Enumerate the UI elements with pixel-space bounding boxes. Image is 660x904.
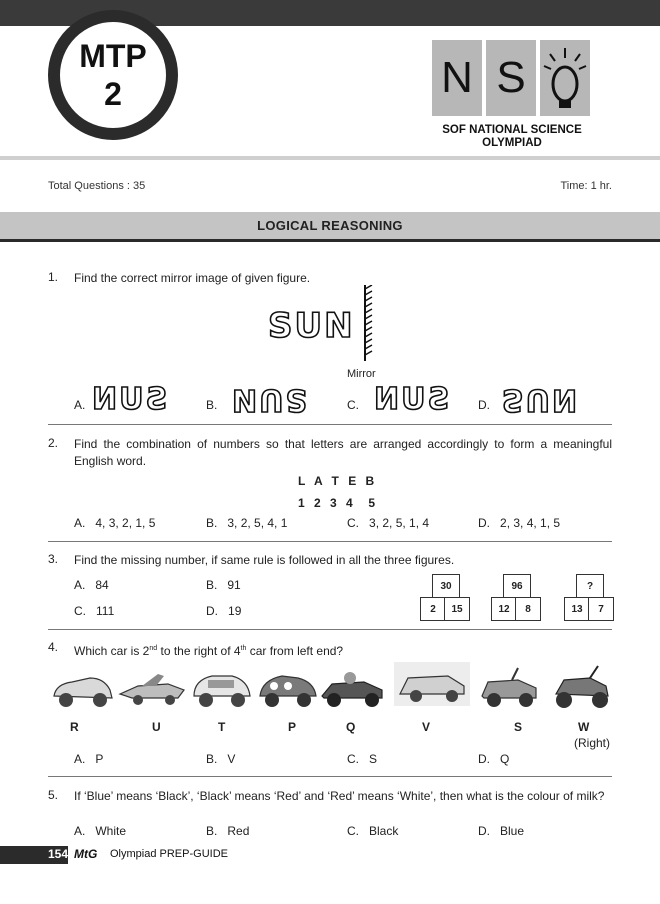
q1-option-a-label: A. (74, 398, 86, 412)
q4-option-b-text: V (227, 752, 236, 766)
guide-title: Olympiad PREP-GUIDE (110, 848, 228, 860)
q4-number: 4. (48, 640, 59, 654)
logo-line-2: OLYMPIAD (482, 137, 542, 149)
q5-option-c-label: C. (347, 824, 359, 838)
q5-option-d-text: Blue (500, 824, 525, 838)
q5-option-a-text: White (95, 824, 127, 838)
q2-text: Find the combination of numbers so that letters are arranged accordingly to form a meaningful English word. (74, 437, 612, 468)
q3-option-c-label: C. (74, 604, 86, 618)
q3-number: 3. (48, 552, 59, 566)
q1-option-b-label: B. (206, 398, 218, 412)
q2-option-a[interactable] (74, 516, 155, 530)
q5-option-b-text: Red (227, 824, 250, 838)
q4-option-a-label: A. (74, 752, 86, 766)
q2-option-d-text: 2, 3, 4, 1, 5 (500, 516, 561, 530)
q3-fig2-top: 96 (503, 574, 531, 598)
q4-option-d-text: Q (500, 752, 510, 766)
car-w-icon (556, 666, 608, 708)
mtp-number: 2 (104, 76, 122, 112)
q4-option-a-text: P (95, 752, 104, 766)
section-title: LOGICAL REASONING (0, 212, 660, 242)
q3-fig3-right: 7 (588, 597, 614, 621)
q3-option-d-label: D. (206, 604, 218, 618)
car-u-icon (120, 674, 184, 705)
time-limit: Time: 1 hr. (560, 180, 612, 192)
q4-text-pre: Which car is 2 (74, 644, 150, 658)
q1-option-d-label: D. (478, 398, 490, 412)
q5-option-b-label: B. (206, 824, 218, 838)
q3-text: Find the missing number, if same rule is followed in all the three figures. (74, 553, 455, 567)
q4-option-d-label: D. (478, 752, 490, 766)
q1-number: 1. (48, 270, 59, 284)
q5-option-a-label: A. (74, 824, 86, 838)
car-v-icon (394, 662, 470, 706)
q5-option-c[interactable] (347, 824, 398, 838)
q5-text: If ‘Blue’ means ‘Black’, ‘Black’ means ‘Red’ and ‘Red’ means ‘White’, then what is the colour of milk? (74, 789, 605, 803)
q3-fig3-left: 13 (564, 597, 590, 621)
car-label-q: Q (346, 720, 356, 734)
q3-option-c-text: 111 (96, 604, 115, 618)
car-label-t: T (218, 720, 226, 734)
right-note: (Right) (574, 736, 611, 750)
q2-option-a-text: 4, 3, 2, 1, 5 (95, 516, 156, 530)
q5-option-a[interactable] (74, 824, 126, 838)
q4-sup-2: th (240, 645, 247, 652)
divider (48, 541, 612, 542)
brand-logo: MtG (74, 847, 98, 861)
q4-option-a[interactable] (74, 752, 103, 766)
q4-option-b[interactable] (206, 752, 235, 766)
bulb-icon (540, 40, 590, 116)
q4-text-mid: to the right of 4 (157, 644, 241, 658)
logo-letter-o (540, 40, 590, 116)
q1-option-d-figure[interactable] (502, 382, 579, 417)
q3-fig1-top: 30 (432, 574, 460, 598)
logo-letter-n: N (432, 40, 482, 116)
q5-option-c-text: Black (369, 824, 399, 838)
q2-option-d-label: D. (478, 516, 490, 530)
total-questions: Total Questions : 35 (48, 180, 146, 192)
q4-option-c-label: C. (347, 752, 359, 766)
q2-option-b-label: B. (206, 516, 218, 530)
q2-option-b[interactable] (206, 516, 287, 530)
cars-row (48, 662, 616, 714)
car-label-s: S (514, 720, 523, 734)
q2-option-c-label: C. (347, 516, 359, 530)
car-label-u: U (152, 720, 161, 734)
q1-option-a-figure[interactable] (90, 382, 167, 417)
q4-option-c[interactable] (347, 752, 377, 766)
q3-option-b-text: 91 (227, 578, 241, 592)
logo-line-1: SOF NATIONAL SCIENCE (442, 124, 582, 136)
divider (48, 776, 612, 777)
q1-option-c-label: C. (347, 398, 359, 412)
car-t-icon (194, 676, 250, 707)
q1-option-b-word: SUN (230, 382, 308, 417)
q1-option-a-word: SUN (90, 382, 168, 417)
q3-fig3-top: ? (576, 574, 604, 598)
logo-subtitle (432, 124, 592, 150)
q2-option-b-text: 3, 2, 5, 4, 1 (227, 516, 288, 530)
q4-option-b-label: B. (206, 752, 218, 766)
q3-option-b-label: B. (206, 578, 218, 592)
car-label-r: R (70, 720, 79, 734)
q4-option-c-text: S (369, 752, 378, 766)
q3-option-d[interactable] (206, 604, 241, 618)
car-p-icon (260, 676, 316, 707)
q2-number: 2. (48, 436, 59, 450)
q3-fig1-right: 15 (444, 597, 470, 621)
q1-text: Find the correct mirror image of given figure. (74, 271, 311, 285)
q4-text-post: car from left end? (246, 644, 344, 658)
q3-option-c[interactable] (74, 604, 114, 618)
q3-option-d-text: 19 (228, 604, 242, 618)
q1-option-c-word: SUN (372, 382, 450, 417)
car-s-icon (482, 668, 536, 707)
q2-option-c-text: 3, 2, 5, 1, 4 (369, 516, 430, 530)
car-label-v: V (422, 720, 431, 734)
mtp-label: MTP (79, 38, 147, 74)
q2-option-c[interactable] (347, 516, 429, 530)
q3-fig1-left: 2 (420, 597, 446, 621)
divider (48, 629, 612, 630)
q5-option-d-label: D. (478, 824, 490, 838)
q4-sup-1: nd (149, 645, 158, 652)
mirror-icon (360, 285, 378, 361)
q1-option-b-figure[interactable] (230, 382, 307, 417)
divider (48, 424, 612, 425)
q3-option-a-label: A. (74, 578, 86, 592)
q4-text (74, 640, 343, 660)
page-number: 154 (48, 847, 69, 861)
q5-option-b[interactable] (206, 824, 249, 838)
mtp-badge (48, 10, 178, 140)
q3-fig2-right: 8 (515, 597, 541, 621)
q2-letters: L A T E B (298, 474, 378, 488)
q1-option-c-figure[interactable] (372, 382, 449, 417)
q1-figure-word: SUN (268, 306, 355, 346)
car-label-p: P (288, 720, 297, 734)
q2-numbers: 1 2 3 4 5 (298, 496, 379, 510)
q2-option-a-label: A. (74, 516, 86, 530)
q5-option-d[interactable] (478, 824, 524, 838)
q3-option-b[interactable] (206, 578, 241, 592)
car-label-w: W (578, 720, 590, 734)
q3-option-a-text: 84 (95, 578, 109, 592)
q3-option-a[interactable] (74, 578, 109, 592)
q2-option-d[interactable] (478, 516, 560, 530)
q3-fig2-left: 12 (491, 597, 517, 621)
q1-option-d-word: SUN (502, 382, 580, 417)
q4-option-d[interactable] (478, 752, 509, 766)
mirror-label: Mirror (347, 368, 376, 380)
q5-number: 5. (48, 788, 59, 802)
logo-letter-s: S (486, 40, 536, 116)
car-r-icon (54, 678, 112, 707)
car-q-icon (322, 672, 382, 707)
